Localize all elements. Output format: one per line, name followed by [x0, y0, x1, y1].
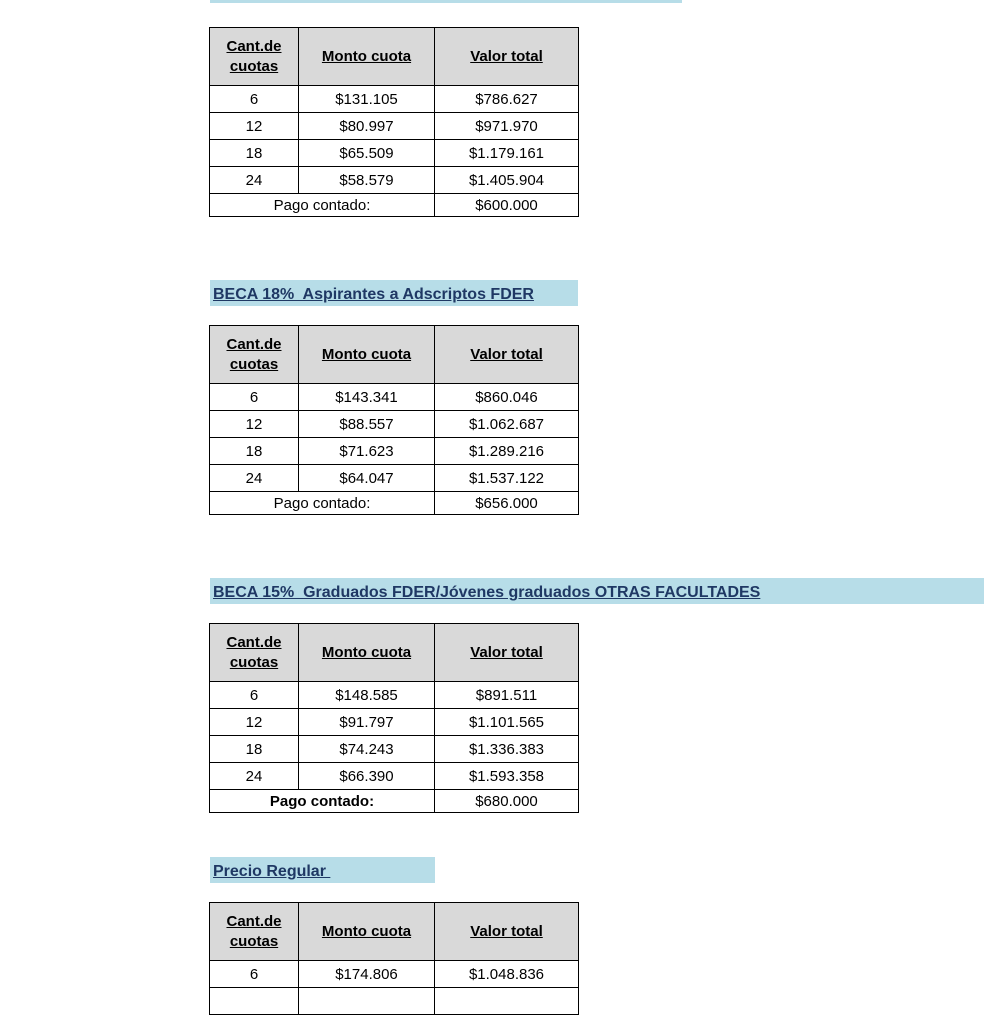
cell-cuotas: 6	[210, 682, 299, 709]
header-monto-cuota: Monto cuota	[299, 624, 435, 682]
cell-cuotas	[210, 988, 299, 1015]
pago-contado-value: $600.000	[435, 194, 579, 217]
cell-cuotas: 24	[210, 167, 299, 194]
cell-monto: $143.341	[299, 384, 435, 411]
cell-cuotas: 12	[210, 709, 299, 736]
cell-monto: $74.243	[299, 736, 435, 763]
header-valor-total: Valor total	[435, 624, 579, 682]
cell-monto: $88.557	[299, 411, 435, 438]
table-row	[210, 113, 579, 140]
header-cant-cuotas: Cant.de cuotas	[210, 903, 299, 961]
cell-valor: $1.336.383	[435, 736, 579, 763]
cell-monto: $65.509	[299, 140, 435, 167]
pago-contado-value: $656.000	[435, 492, 579, 515]
pago-contado-label: Pago contado:	[210, 492, 435, 515]
cell-monto: $148.585	[299, 682, 435, 709]
table-row	[210, 167, 579, 194]
header-valor-total: Valor total	[435, 28, 579, 86]
cell-valor: $971.970	[435, 113, 579, 140]
table-row	[210, 465, 579, 492]
cuotas-table-2	[209, 325, 579, 515]
table-row	[210, 411, 579, 438]
section-title-beca-18: BECA 18% Aspirantes a Adscriptos FDER	[210, 280, 578, 306]
pago-contado-row	[210, 492, 579, 515]
cell-valor: $1.062.687	[435, 411, 579, 438]
cell-cuotas: 12	[210, 411, 299, 438]
pago-contado-row	[210, 790, 579, 813]
table-row	[210, 682, 579, 709]
cell-valor: $1.593.358	[435, 763, 579, 790]
cell-cuotas: 12	[210, 113, 299, 140]
header-cant-cuotas: Cant.de cuotas	[210, 624, 299, 682]
table-header-row	[210, 903, 579, 961]
cell-cuotas: 18	[210, 736, 299, 763]
cell-monto: $64.047	[299, 465, 435, 492]
cell-cuotas: 24	[210, 465, 299, 492]
cell-monto	[299, 988, 435, 1015]
cell-cuotas: 18	[210, 438, 299, 465]
cuotas-table-4	[209, 902, 579, 1015]
table-header-row	[210, 326, 579, 384]
cell-valor	[435, 988, 579, 1015]
header-valor-total: Valor total	[435, 903, 579, 961]
table-row	[210, 438, 579, 465]
cell-monto: $71.623	[299, 438, 435, 465]
cell-valor: $860.046	[435, 384, 579, 411]
header-valor-total: Valor total	[435, 326, 579, 384]
cell-cuotas: 6	[210, 384, 299, 411]
cell-valor: $1.405.904	[435, 167, 579, 194]
header-monto-cuota: Monto cuota	[299, 903, 435, 961]
table-row	[210, 961, 579, 988]
header-cant-cuotas: Cant.de cuotas	[210, 326, 299, 384]
cell-valor: $1.101.565	[435, 709, 579, 736]
cell-cuotas: 18	[210, 140, 299, 167]
pago-contado-row	[210, 194, 579, 217]
cell-valor: $1.289.216	[435, 438, 579, 465]
cell-valor: $891.511	[435, 682, 579, 709]
cell-monto: $58.579	[299, 167, 435, 194]
cell-monto: $66.390	[299, 763, 435, 790]
table-header-row	[210, 624, 579, 682]
cell-valor: $1.048.836	[435, 961, 579, 988]
cell-cuotas: 24	[210, 763, 299, 790]
table-row	[210, 988, 579, 1015]
section-title-beca-15: BECA 15% Graduados FDER/Jóvenes graduados OTRAS FACULTADES	[210, 578, 984, 604]
cell-cuotas: 6	[210, 961, 299, 988]
cell-monto: $91.797	[299, 709, 435, 736]
section-heading-bar	[210, 0, 682, 3]
pago-contado-value: $680.000	[435, 790, 579, 813]
table-header-row	[210, 28, 579, 86]
cell-monto: $131.105	[299, 86, 435, 113]
header-monto-cuota: Monto cuota	[299, 28, 435, 86]
table-row	[210, 763, 579, 790]
cell-cuotas: 6	[210, 86, 299, 113]
cell-valor: $786.627	[435, 86, 579, 113]
pago-contado-label: Pago contado:	[210, 790, 435, 813]
table-row	[210, 86, 579, 113]
header-monto-cuota: Monto cuota	[299, 326, 435, 384]
cell-valor: $1.179.161	[435, 140, 579, 167]
table-row	[210, 709, 579, 736]
cell-valor: $1.537.122	[435, 465, 579, 492]
cell-monto: $174.806	[299, 961, 435, 988]
table-row	[210, 736, 579, 763]
cuotas-table-3	[209, 623, 579, 813]
table-row	[210, 384, 579, 411]
table-row	[210, 140, 579, 167]
cuotas-table-1	[209, 27, 579, 217]
pago-contado-label: Pago contado:	[210, 194, 435, 217]
section-title-precio-regular: Precio Regular	[210, 857, 435, 883]
cell-monto: $80.997	[299, 113, 435, 140]
header-cant-cuotas: Cant.de cuotas	[210, 28, 299, 86]
